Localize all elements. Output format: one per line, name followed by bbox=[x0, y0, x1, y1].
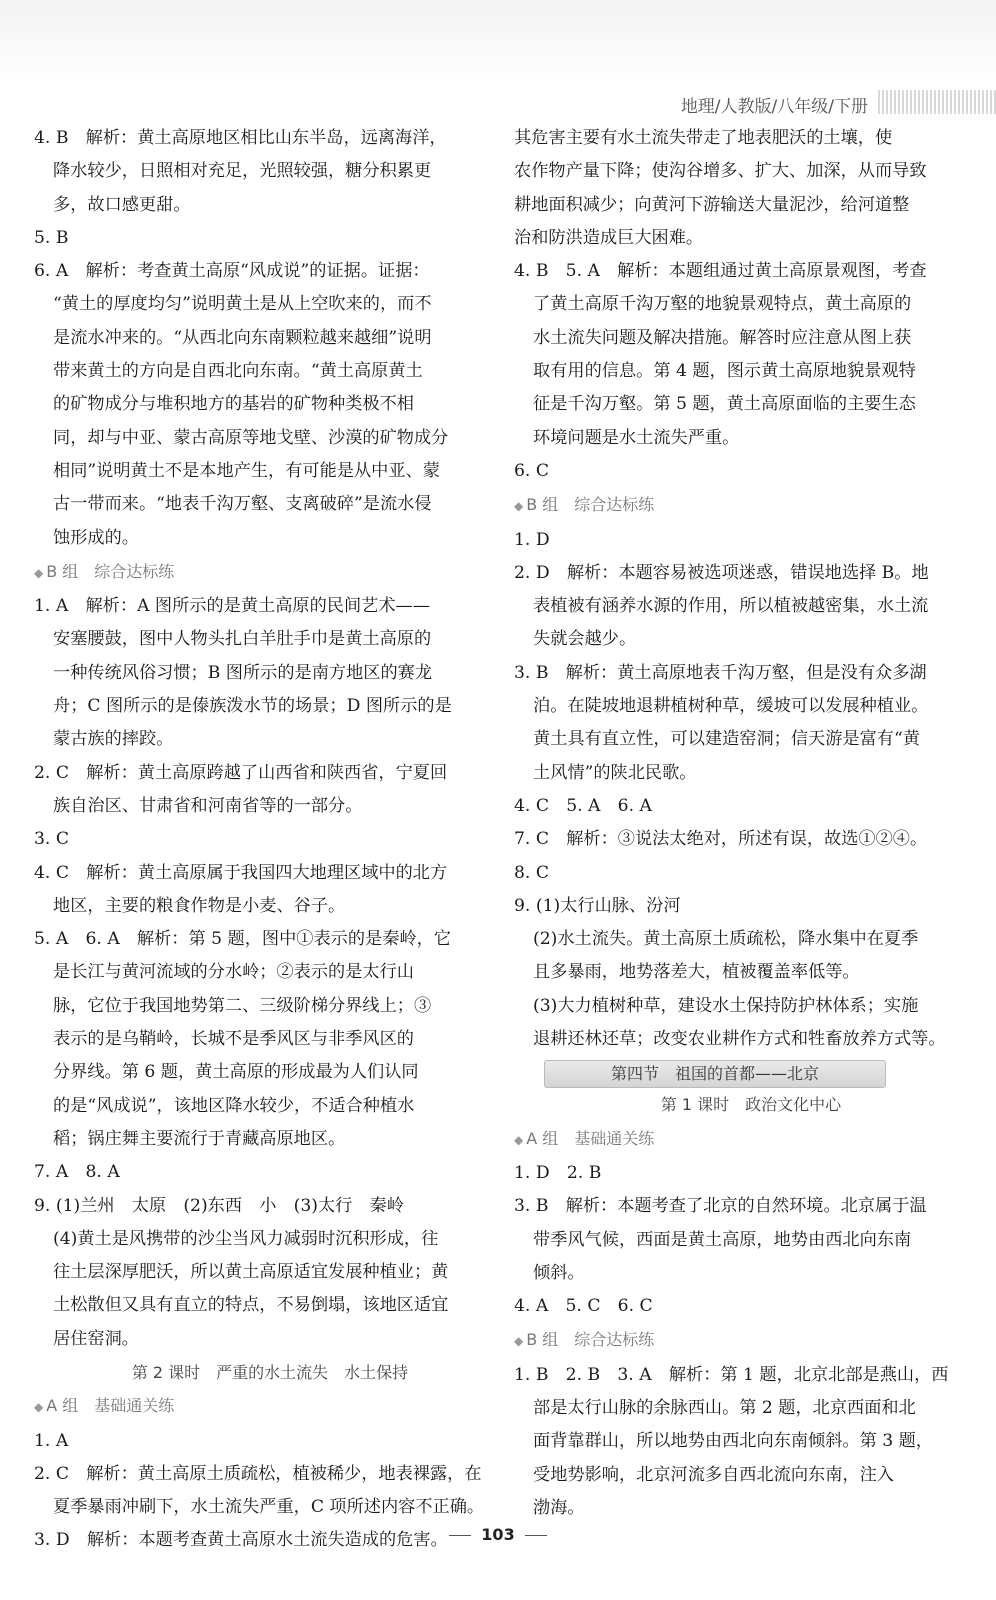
answer-item: 1. D bbox=[514, 529, 550, 550]
answer-item: 4. C 解析：黄土高原属于我国四大地理区域中的北方 bbox=[34, 862, 448, 883]
answer-line: 征是千沟万壑。第 5 题，黄土高原面临的主要生态 bbox=[533, 394, 916, 415]
answer-item: 4. C 5. A 6. A bbox=[514, 795, 652, 816]
right-column bbox=[514, 122, 988, 1525]
group-heading bbox=[34, 1389, 506, 1424]
answer-line: 古一带而来。“地表千沟万壑、支离破碎”是流水侵 bbox=[53, 494, 432, 515]
answer-line: 降水较少，日照相对充足，光照较强，糖分积累更 bbox=[53, 161, 432, 182]
answer-line: 带季风气候，西面是黄土高原，地势由西北向东南 bbox=[533, 1229, 912, 1250]
answer-line: 面背靠群山，所以地势由西北向东南倾斜。第 3 题， bbox=[533, 1431, 933, 1452]
answer-item: 9. (1)兰州 太原 (2)东西 小 (3)太行 秦岭 bbox=[34, 1195, 404, 1216]
answer-line: 舟；C 图所示的是傣族泼水节的场景；D 图所示的是 bbox=[53, 696, 452, 717]
answer-line: 农作物产量下降；使沟谷增多、扩大、加深，从而导致 bbox=[514, 161, 927, 182]
answer-line: 退耕还林还草；改变农业耕作方式和牲畜放养方式等。 bbox=[533, 1029, 946, 1050]
answer-line: 水土流失问题及解决措施。解答时应注意从图上获 bbox=[533, 327, 912, 348]
answer-item: 1. D 2. B bbox=[514, 1162, 602, 1183]
answer-line: 的矿物成分与堆积地方的基岩的矿物种类极不相 bbox=[53, 394, 414, 415]
answer-line: 带来黄土的方向是自西北向东南。“黄土高原黄土 bbox=[53, 361, 423, 382]
group-heading bbox=[514, 1122, 988, 1157]
answer-line: 泊。在陡坡地退耕植树种草，缓坡可以发展种植业。 bbox=[533, 696, 929, 717]
answer-line: 土风情”的陕北民歌。 bbox=[533, 762, 697, 783]
answer-item: 1. B 2. B 3. A 解析：第 1 题，北京北部是燕山，西 bbox=[514, 1364, 949, 1385]
answer-line: 安塞腰鼓，图中人物头扎白羊肚手巾是黄土高原的 bbox=[53, 629, 432, 650]
group-heading-text: B 组 综合达标练 bbox=[526, 1330, 655, 1350]
answer-line: 环境问题是水土流失严重。 bbox=[533, 427, 740, 448]
answer-item: 2. C 解析：黄土高原土质疏松，植被稀少，地表裸露，在 bbox=[34, 1463, 482, 1484]
group-heading-text: B 组 综合达标练 bbox=[526, 495, 655, 515]
answer-item: 5. A 6. A 解析：第 5 题，图中①表示的是秦岭，它 bbox=[34, 929, 451, 950]
answer-line: 受地势影响，北京河流多自西北流向东南，注入 bbox=[533, 1464, 894, 1485]
answer-line: 往土层深厚肥沃，所以黄土高原适宜发展种植业；黄 bbox=[53, 1262, 449, 1283]
answer-line: 渤海。 bbox=[533, 1497, 585, 1518]
answer-line: (2)水土流失。黄土高原土质疏松，降水集中在夏季 bbox=[533, 929, 919, 950]
header-pattern bbox=[878, 90, 996, 114]
diamond-icon: ◆ bbox=[514, 1132, 524, 1147]
answer-line: 蚀形成的。 bbox=[53, 527, 139, 548]
group-heading-text: A 组 基础通关练 bbox=[526, 1128, 655, 1148]
answer-item: 1. A bbox=[34, 1430, 69, 1451]
answer-item: 4. A 5. C 6. C bbox=[514, 1296, 653, 1317]
diamond-icon: ◆ bbox=[34, 1400, 44, 1415]
diamond-icon: ◆ bbox=[34, 565, 44, 580]
answer-line: 的是“风成说”，该地区降水较少，不适合种植水 bbox=[53, 1095, 415, 1116]
answer-line: 夏季暴雨冲刷下，水土流失严重，C 项所述内容不正确。 bbox=[53, 1497, 485, 1518]
answer-line: 多，故口感更甜。 bbox=[53, 194, 191, 215]
answer-line: 一种传统风俗习惯；B 图所示的是南方地区的赛龙 bbox=[53, 662, 433, 683]
answer-item: 8. C bbox=[514, 862, 550, 883]
answer-line: (4)黄土是风携带的沙尘当风力减弱时沉积形成，往 bbox=[53, 1228, 439, 1249]
answer-line: 稻；锅庄舞主要流行于青藏高原地区。 bbox=[53, 1128, 346, 1149]
answer-item: 5. B bbox=[34, 227, 69, 248]
answer-line: 是长江与黄河流域的分水岭；②表示的是太行山 bbox=[53, 962, 414, 983]
lesson-title: 第 1 课时 政治文化中心 bbox=[660, 1095, 842, 1115]
answer-line: 分界线。第 6 题，黄土高原的形成最为人们认同 bbox=[53, 1062, 419, 1083]
answer-item: 7. A 8. A bbox=[34, 1162, 120, 1183]
answer-line: 表植被有涵养水源的作用，所以植被越密集，水土流 bbox=[533, 596, 929, 617]
answer-line: 族自治区、甘肃省和河南省等的一部分。 bbox=[53, 795, 363, 816]
group-heading bbox=[34, 555, 506, 590]
answer-line: 治和防洪造成巨大困难。 bbox=[514, 227, 704, 248]
answer-line: 且多暴雨，地势落差大，植被覆盖率低等。 bbox=[533, 962, 860, 983]
group-heading bbox=[514, 488, 988, 523]
answer-item: 4. B 5. A 解析：本题组通过黄土高原景观图，考查 bbox=[514, 261, 927, 282]
answer-item: 1. A 解析：A 图所示的是黄土高原的民间艺术—— bbox=[34, 596, 430, 617]
answer-line: 了黄土高原千沟万壑的地貌景观特点，黄土高原的 bbox=[533, 294, 912, 315]
answer-line: 表示的是乌鞘岭，长城不是季风区与非季风区的 bbox=[53, 1029, 414, 1050]
page-number bbox=[0, 1525, 996, 1544]
answer-item: 6. A 解析：考查黄土高原“风成说”的证据。证据： bbox=[34, 261, 430, 282]
group-heading-text: A 组 基础通关练 bbox=[46, 1396, 175, 1416]
answer-line: 耕地面积减少；向黄河下游输送大量泥沙，给河道整 bbox=[514, 194, 910, 215]
answer-line: 黄土具有直立性，可以建造窑洞；信天游是富有“黄 bbox=[533, 729, 920, 750]
group-heading bbox=[514, 1323, 988, 1358]
answer-line: 蒙古族的摔跤。 bbox=[53, 729, 174, 750]
page-number-text: 103 bbox=[481, 1525, 515, 1544]
answer-item: 4. B 解析：黄土高原地区相比山东半岛，远离海洋， bbox=[34, 128, 447, 148]
group-heading-text: B 组 综合达标练 bbox=[46, 561, 175, 581]
left-column bbox=[34, 122, 506, 1558]
answer-item: 6. C bbox=[514, 460, 550, 481]
answer-item: 3. B 解析：黄土高原地表千沟万壑，但是没有众多湖 bbox=[514, 662, 927, 683]
answer-item: 2. C 解析：黄土高原跨越了山西省和陕西省，宁夏回 bbox=[34, 762, 448, 783]
answer-item: 2. D 解析：本题容易被选项迷惑，错误地选择 B。地 bbox=[514, 562, 929, 583]
diamond-icon: ◆ bbox=[514, 499, 524, 514]
answer-line: 同，却与中亚、蒙古高原等地戈壁、沙漠的矿物成分 bbox=[53, 427, 449, 448]
answer-line: 是流水冲来的。“从西北向东南颗粒越来越细”说明 bbox=[53, 327, 432, 348]
answer-item: 3. B 解析：本题考查了北京的自然环境。北京属于温 bbox=[514, 1196, 927, 1217]
top-band bbox=[0, 0, 996, 86]
answer-line: 倾斜。 bbox=[533, 1262, 585, 1283]
answer-line: (3)大力植树种草，建设水土保持防护林体系；实施 bbox=[533, 995, 919, 1016]
book-header-label: 地理/人教版/八年级/下册 bbox=[680, 97, 868, 117]
answer-line: “黄土的厚度均匀”说明黄土是从上空吹来的，而不 bbox=[53, 294, 432, 315]
answer-line: 居住窑洞。 bbox=[53, 1328, 139, 1349]
answer-line: 失就会越少。 bbox=[533, 629, 637, 650]
answer-item: 3. C bbox=[34, 829, 70, 850]
answer-line: 相同”说明黄土不是本地产生，有可能是从中亚、蒙 bbox=[53, 460, 440, 481]
answer-item: 3. D 解析：本题考查黄土高原水土流失造成的危害。 bbox=[34, 1530, 448, 1551]
answer-item: 7. C 解析：③说法太绝对，所述有误，故选①②④。 bbox=[514, 829, 928, 850]
answer-line: 其危害主要有水土流失带走了地表肥沃的土壤，使 bbox=[514, 128, 893, 148]
answer-item: 9. (1)太行山脉、汾河 bbox=[514, 895, 681, 916]
section-title: 第四节 祖国的首都——北京 bbox=[544, 1060, 886, 1088]
lesson-title: 第 2 课时 严重的水土流失 水土保持 bbox=[131, 1362, 409, 1382]
diamond-icon: ◆ bbox=[514, 1334, 524, 1349]
answer-line: 取有用的信息。第 4 题，图示黄土高原地貌景观特 bbox=[533, 361, 916, 382]
answer-line: 部是太行山脉的余脉西山。第 2 题，北京西面和北 bbox=[533, 1397, 916, 1418]
answer-line: 地区，主要的粮食作物是小麦、谷子。 bbox=[53, 895, 346, 916]
answer-line: 脉，它位于我国地势第二、三级阶梯分界线上；③ bbox=[53, 995, 432, 1016]
answer-line: 土松散但又具有直立的特点，不易倒塌，该地区适宜 bbox=[53, 1295, 449, 1316]
